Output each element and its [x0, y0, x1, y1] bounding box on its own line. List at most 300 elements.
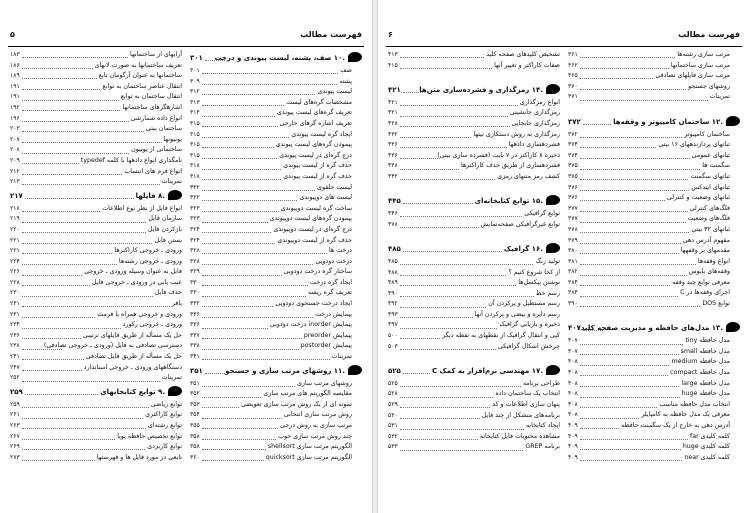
toc-entry — [568, 140, 740, 151]
entry-page-number: ۲۶۷ — [10, 432, 20, 440]
toc-entry — [568, 410, 740, 421]
dot-leader — [580, 136, 683, 138]
dot-leader — [202, 327, 268, 329]
toc-entry — [190, 193, 362, 204]
dot-leader — [22, 56, 128, 58]
dot-leader — [202, 417, 282, 419]
toc-entry — [10, 352, 182, 363]
dot-leader — [22, 316, 96, 318]
entry-page-number: ۴۰۷ — [568, 347, 578, 355]
entry-page-number: ۳۸۱ — [568, 257, 578, 265]
entry-title: حذف گره از لیست پیوندی — [283, 162, 352, 170]
entry-title: درخت ها — [328, 247, 352, 255]
entry-page-number: ۴۰۹ — [568, 422, 578, 429]
toc-entry — [568, 183, 740, 194]
dot-leader — [22, 252, 113, 254]
entry-page-number: ۲۵۹ — [10, 400, 20, 408]
right-page — [378, 0, 750, 513]
dot-leader — [22, 221, 147, 223]
entry-title: فلگ‌های کنترلی — [689, 204, 730, 212]
entry-title: حل یک مسأله از طریق فایل تصادفی — [85, 353, 182, 361]
entry-page-number: ۴۰۹ — [568, 453, 578, 461]
entry-page-number: ۳۷۲ — [568, 117, 581, 126]
toc-column-left — [388, 50, 560, 453]
entry-title: توابع رشته‌ای — [147, 422, 182, 429]
entry-page-number: ۲۲۴ — [10, 257, 20, 265]
entry-title: پیمودن گرەهای لیست دوپیوندی — [269, 215, 352, 223]
dot-leader — [202, 242, 276, 244]
entry-page-number: ۱۸۶ — [10, 61, 20, 69]
entry-title: مدل حافظه medium — [671, 358, 730, 366]
toc-entry — [190, 161, 362, 172]
dot-leader — [400, 438, 478, 440]
toc-entry — [388, 151, 560, 162]
entry-page-number: ۴۰۸ — [568, 369, 578, 377]
entry-title: اجرای وقفه‌ها در C — [680, 289, 730, 297]
toc-entry — [388, 331, 560, 342]
toc-entry — [388, 119, 560, 130]
toc-entry — [568, 442, 740, 453]
dot-leader — [22, 427, 146, 429]
dot-leader — [580, 199, 665, 201]
dot-leader — [580, 168, 701, 170]
entry-title: ایجاد کتابخانه — [526, 422, 560, 430]
entry-page-number: ۳۷۷ — [568, 204, 578, 212]
dot-leader — [400, 449, 524, 451]
toc-entry — [190, 310, 362, 321]
dot-leader — [400, 337, 441, 339]
dot-leader — [400, 327, 498, 329]
entry-title: مقایسه الگوریتم های مرتب سازی — [263, 390, 352, 398]
dot-leader — [22, 231, 146, 233]
toc-entry — [568, 347, 740, 358]
entry-page-number: ۳۰۹ — [190, 77, 200, 85]
entry-title: صفات کاراکتر و تغییر آنها — [494, 61, 560, 69]
toc-entry — [190, 299, 362, 310]
entry-title: صف — [340, 67, 352, 74]
entry-title: ورودی ـ خروجی رکورد — [122, 321, 182, 329]
entry-page-number: ۳۷۴ — [568, 141, 578, 149]
entry-title: یونیونها — [163, 135, 182, 143]
dot-leader — [202, 396, 262, 398]
entry-page-number: ۴۲۱ — [388, 109, 398, 117]
entry-page-number: ۲۳۴ — [10, 321, 20, 329]
entry-page-number: ۲۶۱ — [10, 411, 20, 419]
entry-page-number: ۳۳۶ — [190, 321, 200, 329]
entry-title: تشخیص کلیدهای صفحه کلید — [486, 51, 560, 58]
entry-title: ورودی و خروجی همراه با فرمت — [97, 310, 182, 318]
toc-entry — [568, 193, 740, 204]
entry-page-number: ۲۰۳ — [10, 125, 20, 133]
entry-page-number: ۳۷۸ — [568, 225, 578, 233]
dot-leader — [400, 157, 440, 159]
toc-spacer — [568, 310, 740, 321]
entry-title: انواع فرم های انتساب — [124, 167, 182, 175]
entry-title: ساختمانها به عنوان آرگومان تابع — [98, 72, 182, 80]
dot-leader — [580, 305, 701, 307]
entry-title: فشردهسازی دادهها — [508, 141, 560, 149]
entry-title: ثباتهای وضعیت و کنترلی — [666, 194, 730, 202]
dot-leader — [22, 348, 62, 350]
entry-page-number: ۴۹۰ — [388, 289, 398, 297]
toc-entry — [388, 289, 560, 300]
toc-spacer — [388, 71, 560, 82]
dot-leader — [22, 274, 83, 276]
entry-page-number: ۳۵۸ — [190, 443, 200, 451]
page-number: ۶ — [388, 30, 393, 39]
dot-leader — [580, 189, 690, 191]
page-number: ۵ — [10, 30, 15, 39]
toc-entry — [10, 177, 182, 188]
entry-title: ساختمان بیتی — [146, 125, 182, 133]
entry-page-number: ۵۰۳ — [388, 342, 398, 350]
toc-entry — [10, 363, 182, 374]
toc-entry — [10, 341, 182, 352]
toc-entry — [190, 183, 362, 194]
toc-entry — [10, 320, 182, 331]
dot-leader — [202, 263, 314, 265]
entry-page-number: ۵۲۵ — [388, 379, 398, 387]
toc-entry — [190, 98, 362, 109]
toc-entry — [388, 342, 560, 353]
chapter-bullet-icon — [546, 195, 560, 205]
entry-page-number: ۳۸۰ — [568, 247, 578, 255]
dot-leader — [22, 305, 170, 307]
entry-title: ثباتهای عمومی — [691, 151, 730, 159]
entry-page-number: ۲۴۷ — [10, 363, 20, 371]
entry-page-number: ۴۸۹ — [388, 279, 398, 287]
entry-page-number: ۴۰۹ — [568, 443, 578, 451]
entry-page-number: ۲۳۶ — [10, 331, 20, 339]
toc-chapter-entry — [568, 114, 740, 130]
chapter-bullet-icon — [726, 116, 740, 126]
toc-entry — [10, 92, 182, 103]
toc-entry — [10, 257, 182, 268]
dot-leader — [400, 385, 521, 387]
toc-entry — [388, 220, 560, 231]
dot-leader — [22, 141, 162, 143]
entry-page-number: ۲۱۳ — [10, 178, 20, 186]
dot-leader — [580, 99, 708, 101]
toc-chapter-entry — [190, 50, 362, 66]
dot-leader — [400, 125, 510, 127]
entry-page-number: ۴۹۲ — [388, 300, 398, 308]
dot-leader — [22, 67, 93, 69]
toc-entry — [568, 368, 740, 379]
entry-page-number: ۳۲۴ — [190, 236, 200, 244]
entry-title: فشردهسازی از طریق حذف کاراکترها — [460, 162, 560, 170]
entry-title: ساختمانی از یونیون — [131, 146, 182, 154]
dot-leader — [400, 226, 479, 228]
toc-entry — [10, 442, 182, 453]
entry-page-number: ۵۲۸ — [388, 390, 398, 398]
dot-leader — [202, 274, 282, 276]
entry-page-number: ۳۷۱ — [568, 93, 578, 101]
dot-leader — [400, 406, 491, 408]
dot-leader — [202, 168, 282, 170]
entry-title: ثباتهای ایندکس — [691, 183, 730, 191]
entry-page-number: ۴۴۵ — [388, 197, 401, 206]
dot-leader — [202, 199, 298, 201]
header-title: فهرست مطالب — [300, 30, 362, 39]
entry-title: مرتب سازی فایلهای تصادفی — [655, 72, 730, 80]
entry-title: معرفی توابع چند وقفه — [672, 278, 730, 286]
entry-page-number: ۳۸۴ — [568, 278, 578, 286]
entry-title: مرتب سازی رشته‌ها — [677, 51, 730, 58]
entry-title: تمرینات — [161, 374, 182, 382]
toc-entry — [10, 50, 182, 61]
entry-title: رمزگذاری جانشینی — [509, 109, 560, 117]
toc-entry — [190, 453, 362, 464]
dot-leader — [22, 380, 160, 382]
dot-leader — [22, 327, 121, 329]
entry-title: ثباتهای ۳۲ بیتی — [691, 225, 730, 233]
chapter-title: .۱۶ گرافیک — [503, 244, 543, 253]
entry-page-number: ۳۶۵ — [568, 72, 578, 80]
entry-page-number: ۴۰۸ — [568, 358, 578, 366]
dot-leader — [202, 157, 278, 159]
entry-page-number: ۱۸۳ — [10, 51, 20, 58]
entry-page-number: ۳۴۱ — [190, 353, 200, 361]
entry-page-number: ۴۲۱ — [388, 85, 401, 94]
entry-page-number: ۴۴۶ — [388, 210, 398, 218]
entry-title: تمرینات — [161, 178, 182, 186]
entry-title: پیمایش postorder — [300, 342, 352, 350]
entry-page-number: ۳۱۴ — [190, 109, 200, 117]
entry-page-number: ۳۲۴ — [190, 225, 200, 233]
toc-entry — [190, 379, 362, 390]
entry-page-number: ۳۲۳ — [190, 215, 200, 223]
entry-title: ذخیره و بازیابی گرافیک — [499, 321, 560, 329]
toc-chapter-entry — [388, 82, 560, 98]
entry-page-number: ۲۳۱ — [10, 310, 20, 318]
entry-page-number: ۲۲۶ — [10, 268, 20, 276]
entry-title: انواع رمزگذاری — [519, 98, 560, 106]
left-page — [0, 0, 372, 513]
dot-leader — [403, 372, 430, 374]
toc-entry — [568, 432, 740, 443]
entry-title: پیمایش درخت — [315, 310, 352, 318]
entry-title: اشارهگرهای ساختمانها — [122, 103, 182, 111]
dot-leader — [400, 306, 487, 308]
entry-page-number: ۳۵۲ — [190, 390, 200, 398]
entry-page-number: ۱۹۱ — [10, 82, 20, 90]
chapter-title: .۱۳ مدل‌های حافظه و مدیریت صفحه کلید — [580, 324, 723, 333]
entry-title: الگوریتم مرتب سازی shellsort — [267, 443, 352, 451]
dot-leader — [205, 372, 225, 374]
toc-entry — [388, 257, 560, 268]
entry-page-number: ۳۲۲ — [190, 194, 200, 202]
toc-entry — [388, 310, 560, 321]
dot-leader — [580, 417, 640, 419]
entry-page-number: ۵۳۲ — [388, 432, 398, 440]
entry-page-number: ۳۷۶ — [568, 194, 578, 202]
toc-entry — [568, 336, 740, 347]
chapter-bullet-icon — [168, 386, 182, 396]
dot-leader — [580, 406, 658, 408]
dot-leader — [22, 77, 97, 79]
toc-entry — [568, 299, 740, 310]
dot-leader — [583, 329, 603, 331]
dot-leader — [400, 348, 496, 350]
entry-title: انتخاب مدل حافظه مناسب — [659, 400, 730, 408]
entry-title: تولید رنگ — [535, 257, 560, 265]
entry-title: توابع گرافیکی — [524, 210, 560, 218]
entry-title: رمزگذاری جابجایی — [511, 119, 560, 127]
toc-entry — [568, 204, 740, 215]
entry-page-number: ۳۷۵ — [568, 162, 578, 170]
entry-page-number: ۳۳۸ — [190, 342, 200, 350]
entry-title: نوشتن پیکسل‌ها — [518, 279, 560, 287]
entry-page-number: ۳۲۳ — [190, 204, 200, 212]
toc-entry — [10, 71, 182, 82]
toc-entry — [10, 114, 182, 125]
entry-title: پنهان سازی اطلاعات و کد — [492, 401, 560, 409]
entry-title: کلمه کلیدی far — [690, 432, 730, 440]
dot-leader — [22, 459, 95, 461]
dot-leader — [583, 123, 611, 125]
toc-entry — [568, 61, 740, 72]
entry-page-number: ۳۳۰ — [190, 289, 200, 297]
toc-entry — [190, 236, 362, 247]
toc-chapter-entry — [388, 241, 560, 257]
entry-page-number: ۲۳۸ — [10, 342, 20, 350]
entry-page-number: ۲۱۸ — [10, 204, 20, 212]
toc-entry — [190, 288, 362, 299]
chapter-title: .۱۰ صف، پشته، لیست پیوندی و درخت — [214, 54, 345, 62]
toc-entry — [10, 410, 182, 421]
entry-page-number: ۴۳۸ — [388, 162, 398, 170]
entry-title: ورودی ـ خروجی رشته‌ها — [118, 257, 182, 265]
entry-page-number: ۲۰۷ — [10, 135, 20, 143]
toc-entry — [10, 421, 182, 432]
chapter-bullet-icon — [546, 243, 560, 253]
entry-page-number: ۲۰۸ — [10, 146, 20, 154]
chapter-bullet-icon — [348, 52, 362, 62]
dot-leader — [22, 263, 117, 265]
entry-page-number: ۲۵۹ — [10, 387, 23, 396]
toc-entry — [568, 246, 740, 257]
entry-page-number: ۵۳۳ — [388, 443, 398, 451]
dot-leader — [400, 168, 459, 170]
entry-page-number: ۳۵۱ — [190, 379, 200, 387]
entry-page-number: ۵۳۱ — [388, 422, 398, 430]
entry-title: تمرینات — [709, 93, 730, 101]
entry-page-number: ۳۱۸ — [190, 162, 200, 170]
dot-leader — [580, 263, 696, 265]
dot-leader — [202, 406, 239, 408]
dot-leader — [22, 242, 153, 244]
toc-entry — [568, 151, 740, 162]
entry-title: انواع داده شمارشی — [130, 114, 182, 122]
entry-title: مدل حافظه small — [680, 347, 730, 355]
dot-leader — [580, 242, 681, 244]
dot-leader — [202, 125, 278, 127]
entry-title: حذف گره از لیست پیوندی — [283, 172, 352, 180]
chapter-title: .۱۴ رمزگذاری و فشرده‌سازی متن‌ها — [419, 85, 543, 94]
entry-title: فایل به عنوان وسیله ورودی ـ خروجی — [84, 268, 182, 276]
dot-leader — [22, 448, 146, 450]
entry-title: پشته — [339, 77, 352, 85]
entry-title: مدل حافظه huge — [681, 390, 730, 398]
chapter-bullet-icon — [546, 365, 560, 375]
entry-page-number: ۲۶۹ — [10, 443, 20, 451]
entry-title: ایجاد گره لیست پیوندی — [291, 130, 352, 138]
dot-leader — [22, 173, 123, 175]
dot-leader — [202, 385, 295, 387]
toc-chapter-entry — [568, 320, 740, 336]
toc-entry — [568, 278, 740, 289]
toc-entry — [10, 288, 182, 299]
dot-leader — [580, 274, 687, 276]
entry-page-number: ۳۵۱ — [190, 366, 203, 375]
entry-title: چرخش اشکال گرافیکی — [497, 342, 560, 350]
entry-page-number: ۳۷۰ — [568, 82, 578, 90]
dot-leader — [400, 295, 534, 297]
entry-title: فلگ‌های وضعیت — [687, 215, 730, 223]
dot-leader — [580, 343, 684, 345]
dot-leader — [202, 427, 278, 429]
dot-leader — [25, 197, 134, 199]
toc-entry — [190, 66, 362, 77]
entry-title: مشخصات گرەهای لیست — [286, 98, 352, 106]
dot-leader — [22, 109, 121, 111]
toc-entry — [388, 320, 560, 331]
toc-entry — [568, 82, 740, 93]
toc-entry — [10, 246, 182, 257]
toc-chapter-entry — [10, 384, 182, 400]
toc-entry — [190, 331, 362, 342]
entry-title: انواع فایل از نظر نوع اطلاعات — [102, 204, 182, 212]
entry-title: ورودی ـ خروجی کاراکترها — [114, 247, 182, 255]
header-title: فهرست مطالب — [678, 30, 740, 39]
dot-leader — [202, 348, 299, 350]
entry-page-number: ۴۳۶ — [388, 141, 398, 149]
entry-title: از کجا شروع کنیم ؟ — [508, 268, 560, 276]
entry-page-number: ۲۱۹ — [10, 215, 20, 223]
entry-title: حذف فایل — [154, 289, 182, 297]
entry-page-number: ۲۵۲ — [10, 374, 20, 382]
entry-title: مرتب سازی به روش درجی — [280, 422, 352, 429]
chapter-title: .۱۲ ساختمان کامپیوتر و وقفه‌ها — [613, 117, 723, 126]
entry-title: تعریف گرەهای لیست پیوندی — [277, 109, 352, 117]
page-header — [388, 30, 740, 44]
dot-leader — [22, 162, 79, 164]
dot-leader — [22, 183, 160, 185]
dot-leader — [580, 448, 681, 450]
toc-entry — [568, 161, 740, 172]
toc-entry — [190, 400, 362, 411]
entry-page-number: ۴۰۸ — [568, 379, 578, 387]
dot-leader — [205, 59, 225, 61]
entry-title: حل یک مسأله از طریق فایلهای ترتیبی — [82, 331, 182, 339]
toc-entry — [190, 432, 362, 443]
entry-title: مدل حافظه large — [681, 379, 730, 387]
toc-spacer — [388, 230, 560, 241]
entry-page-number: ۳۷۵ — [568, 172, 578, 180]
entry-title: توابع غیرگرافیکی صفحه‌نمایش — [480, 220, 560, 228]
dot-leader — [22, 295, 153, 297]
toc-entry — [10, 453, 182, 464]
entry-page-number: ۳۵۸ — [190, 432, 200, 440]
entry-title: لیست های دوپیوندی — [299, 194, 352, 202]
toc-entry — [568, 400, 740, 411]
dot-leader — [580, 459, 683, 461]
toc-spacer — [388, 352, 560, 363]
toc-entry — [190, 410, 362, 421]
toc-entry — [10, 124, 182, 135]
dot-leader — [580, 385, 680, 387]
